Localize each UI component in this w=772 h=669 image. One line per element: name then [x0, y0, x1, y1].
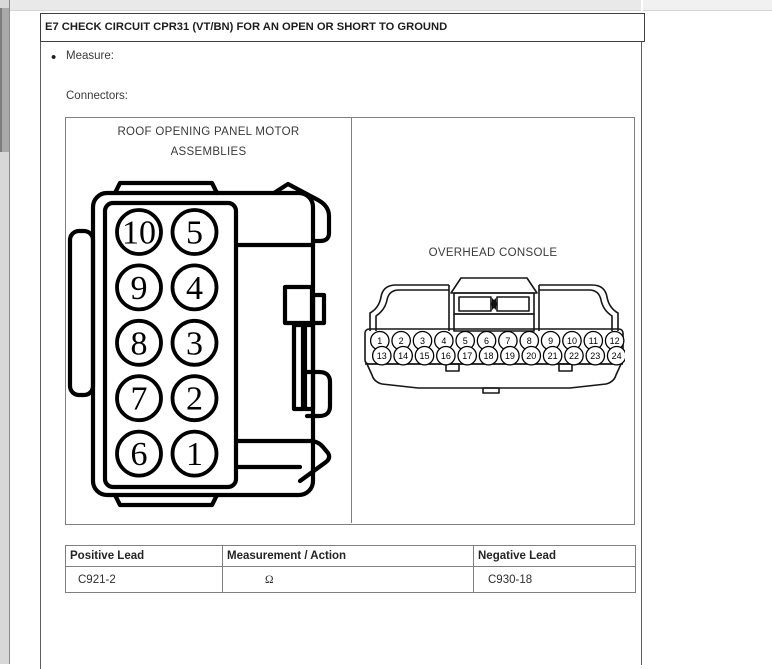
center-cap — [451, 278, 537, 293]
pin-9-label: 9 — [548, 335, 554, 346]
pin-5-label: 5 — [462, 335, 468, 346]
left-tab-outer — [370, 285, 449, 331]
pin-7-label: 7 — [505, 335, 511, 346]
pin-11-label: 11 — [588, 335, 598, 346]
pin-4-label: 4 — [186, 269, 203, 307]
table-header-row — [66, 546, 636, 567]
pin-18-label: 18 — [483, 350, 494, 361]
pin-1-label: 1 — [377, 335, 383, 346]
bottom-tab-center — [483, 388, 499, 393]
pin-19-label: 19 — [504, 350, 515, 361]
bottom-shell — [367, 364, 621, 388]
pin-2-label: 2 — [398, 335, 404, 346]
bullet-marker: • — [51, 49, 57, 66]
negative-lead-value: C930-18 — [474, 567, 636, 593]
col-header-negative-lead: Negative Lead — [474, 546, 636, 567]
measurement-symbol: Ω — [223, 567, 474, 593]
pin-22-label: 22 — [568, 350, 579, 361]
pin-14-label: 14 — [398, 350, 409, 361]
pin-2-label: 2 — [186, 380, 203, 418]
latch-rail-2 — [305, 325, 313, 409]
lock-window-right — [497, 297, 529, 311]
left-flange — [70, 231, 93, 395]
pin-3-label: 3 — [186, 325, 203, 363]
pin-5-label: 5 — [186, 214, 203, 252]
right-connector-title: OVERHEAD CONSOLE — [428, 247, 558, 259]
left-connector-title-line2: ASSEMBLIES — [170, 146, 247, 158]
pin-24-label: 24 — [611, 350, 622, 361]
connectors-label: Connectors: — [66, 90, 129, 102]
card-left-border — [40, 13, 41, 669]
col-header-measurement-action: Measurement / Action — [223, 546, 474, 567]
measure-label: Measure: — [66, 50, 114, 62]
latch-nub — [313, 295, 324, 323]
positive-lead-value: C921-2 — [66, 567, 223, 593]
card-right-border — [641, 13, 642, 665]
overhead-console-connector-diagram — [363, 272, 625, 398]
pin-9-label: 9 — [130, 269, 148, 307]
top-chrome-divider — [641, 0, 643, 11]
pin-1-label: 1 — [186, 436, 203, 474]
lock-window-left — [459, 297, 491, 311]
step-title: E7 CHECK CIRCUIT CPR31 (VT/BN) FOR AN OPEN OR SHORT TO GROUND — [40, 13, 645, 42]
left-tab-inner — [376, 290, 449, 331]
pin-8-label: 8 — [526, 335, 532, 346]
col-header-positive-lead: Positive Lead — [66, 546, 223, 567]
left-connector-title — [66, 122, 351, 162]
pin-6-label: 6 — [484, 335, 490, 346]
left-connector-title-line1: ROOF OPENING PANEL MOTOR — [117, 126, 300, 138]
pin-10-label: 10 — [566, 335, 577, 346]
pin-16-label: 16 — [440, 350, 451, 361]
scrollbar-track[interactable] — [0, 0, 10, 664]
right-tab-inner — [539, 290, 612, 331]
pin-21-label: 21 — [547, 350, 558, 361]
latch-block — [285, 287, 312, 323]
pin-10-label: 10 — [122, 214, 156, 252]
pin-3-label: 3 — [419, 335, 426, 346]
pin-17-label: 17 — [462, 350, 473, 361]
left-connector-pins — [117, 210, 217, 476]
pin-20-label: 20 — [526, 350, 537, 361]
pin-8-label: 8 — [130, 325, 148, 363]
bottom-bar — [236, 441, 329, 481]
table-row — [66, 567, 636, 593]
bottom-tab-right — [559, 364, 572, 371]
measurement-table — [65, 545, 636, 593]
scrollbar-thumb[interactable] — [0, 8, 9, 152]
pin-15-label: 15 — [419, 350, 430, 361]
pin-12-label: 12 — [609, 335, 620, 346]
pin-23-label: 23 — [590, 350, 601, 361]
pin-6-label: 6 — [130, 436, 148, 474]
pin-13-label: 13 — [376, 350, 387, 361]
pin-4-label: 4 — [441, 335, 447, 346]
pin-7-label: 7 — [130, 380, 148, 418]
top-chrome-bar-right — [643, 0, 772, 10]
right-connector-pins — [371, 332, 625, 365]
figure-divider — [351, 118, 352, 523]
right-tab-outer — [539, 285, 618, 331]
roof-opening-panel-motor-connector-diagram — [60, 175, 350, 510]
latch-rail-1 — [294, 325, 303, 409]
